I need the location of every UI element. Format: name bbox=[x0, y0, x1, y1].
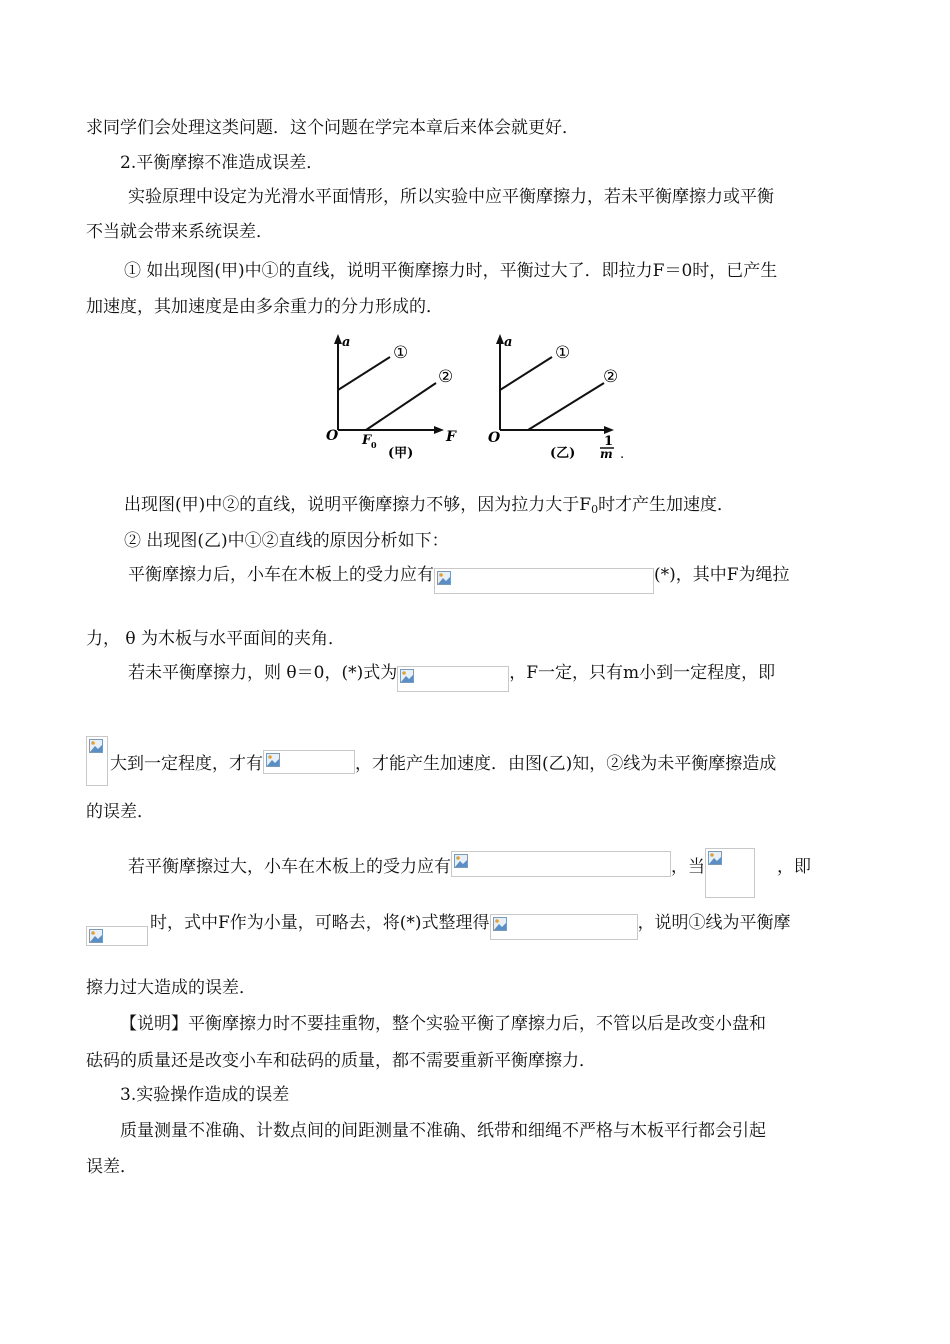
line-1 bbox=[338, 357, 390, 390]
graph-jia bbox=[334, 334, 444, 434]
paragraph-line bbox=[110, 750, 776, 775]
broken-image-icon bbox=[437, 571, 451, 585]
x-axis-denominator: m bbox=[600, 447, 613, 461]
text-run: 若未平衡摩擦力，则 θ＝0，(*)式为 bbox=[128, 663, 398, 683]
x-axis-numerator: 1 bbox=[604, 434, 614, 449]
section-heading-2: 2.平衡摩擦不准造成误差． bbox=[120, 153, 324, 173]
f0-label: F bbox=[362, 433, 372, 448]
paragraph-line: 误差． bbox=[86, 1157, 137, 1177]
paragraph-line: 求同学们会处理这类问题．这个问题在学完本章后来体会就更好． bbox=[86, 118, 579, 138]
text-run: 若平衡摩擦过大，小车在木板上的受力应有 bbox=[128, 857, 451, 877]
text-run: ，当 bbox=[671, 857, 705, 877]
text-run: 平衡摩擦力后，小车在木板上的受力应有 bbox=[128, 565, 434, 585]
broken-image-icon bbox=[89, 929, 103, 943]
broken-image-icon bbox=[266, 753, 280, 767]
formula-image bbox=[263, 750, 355, 774]
note-paragraph: 【说明】平衡摩擦力时不要挂重物，整个实验平衡了摩擦力后，不管以后是改变小盘和 bbox=[120, 1014, 766, 1034]
formula-image bbox=[434, 568, 654, 594]
y-axis-label: a bbox=[342, 335, 351, 350]
text-run: ，才能产生加速度．由图(乙)知，②线为未平衡摩擦造成 bbox=[355, 754, 777, 774]
formula-image bbox=[86, 926, 148, 946]
caption-yi: (乙) bbox=[550, 446, 576, 461]
paragraph-line: ② 出现图(乙)中①②直线的原因分析如下： bbox=[124, 531, 449, 551]
graph-figure bbox=[318, 330, 648, 465]
text-run: ，即 bbox=[777, 857, 811, 877]
line-2 bbox=[528, 383, 604, 430]
text-run: 出现图(甲)中②的直线，说明平衡摩擦力不够，因为拉力大于F bbox=[124, 495, 592, 515]
y-axis-label: a bbox=[504, 335, 513, 350]
broken-image-icon bbox=[454, 854, 468, 868]
origin-label: O bbox=[488, 430, 501, 446]
formula-image bbox=[451, 851, 671, 877]
line-1 bbox=[500, 357, 552, 390]
paragraph-line: 擦力过大造成的误差． bbox=[86, 978, 256, 998]
figure-trailing-dot: . bbox=[620, 447, 625, 462]
text-run: ，说明①线为平衡摩 bbox=[637, 913, 791, 933]
paragraph-line bbox=[128, 848, 811, 898]
broken-image-icon bbox=[89, 739, 103, 753]
line-2-label: ② bbox=[603, 367, 619, 387]
paragraph-line: 不当就会带来系统误差． bbox=[86, 222, 273, 242]
paragraph-line: 加速度，其加速度是由多余重力的分力形成的． bbox=[86, 297, 443, 317]
broken-image-icon bbox=[400, 669, 414, 683]
origin-label: O bbox=[326, 428, 339, 444]
f0-subscript: 0 bbox=[371, 440, 377, 450]
formula-image bbox=[397, 666, 509, 692]
paragraph-line: 的误差． bbox=[86, 802, 154, 822]
paragraph-line bbox=[124, 494, 734, 521]
line-1-label: ① bbox=[393, 343, 409, 363]
paragraph-line: ① 如出现图(甲)中①的直线，说明平衡摩擦力时，平衡过大了．即拉力F＝0时，已产生 bbox=[124, 261, 778, 281]
formula-image bbox=[86, 736, 108, 786]
section-heading-3: 3.实验操作造成的误差 bbox=[120, 1085, 290, 1105]
subscript: 0 bbox=[591, 503, 599, 516]
paragraph-line bbox=[150, 912, 791, 940]
broken-image-icon bbox=[708, 851, 722, 865]
text-run: 大到一定程度，才有 bbox=[110, 754, 263, 774]
text-run: 时，式中F作为小量，可略去，将(*)式整理得 bbox=[150, 913, 490, 933]
x-axis-label: F bbox=[446, 429, 456, 445]
text-run: (*)，其中F为绳拉 bbox=[654, 565, 790, 585]
formula-image bbox=[705, 848, 755, 898]
line-2 bbox=[366, 383, 436, 430]
paragraph-line bbox=[128, 564, 790, 594]
line-2-label: ② bbox=[438, 367, 454, 387]
caption-jia: (甲) bbox=[388, 446, 414, 461]
paragraph-line: 实验原理中设定为光滑水平面情形，所以实验中应平衡摩擦力，若未平衡摩擦力或平衡 bbox=[128, 187, 774, 207]
formula-image bbox=[490, 914, 638, 940]
paragraph-line bbox=[128, 662, 775, 692]
line-1-label: ① bbox=[555, 343, 571, 363]
paragraph-line: 质量测量不准确、计数点间的间距测量不准确、纸带和细绳不严格与木板平行都会引起 bbox=[120, 1121, 766, 1141]
text-run: ，F一定，只有m小到一定程度，即 bbox=[509, 663, 776, 683]
broken-image-icon bbox=[493, 917, 507, 931]
paragraph-line: 力， θ 为木板与水平面间的夹角． bbox=[86, 629, 346, 649]
text-run: 时才产生加速度． bbox=[598, 495, 735, 515]
paragraph-line: 砝码的质量还是改变小车和砝码的质量，都不需要重新平衡摩擦力． bbox=[86, 1051, 596, 1071]
